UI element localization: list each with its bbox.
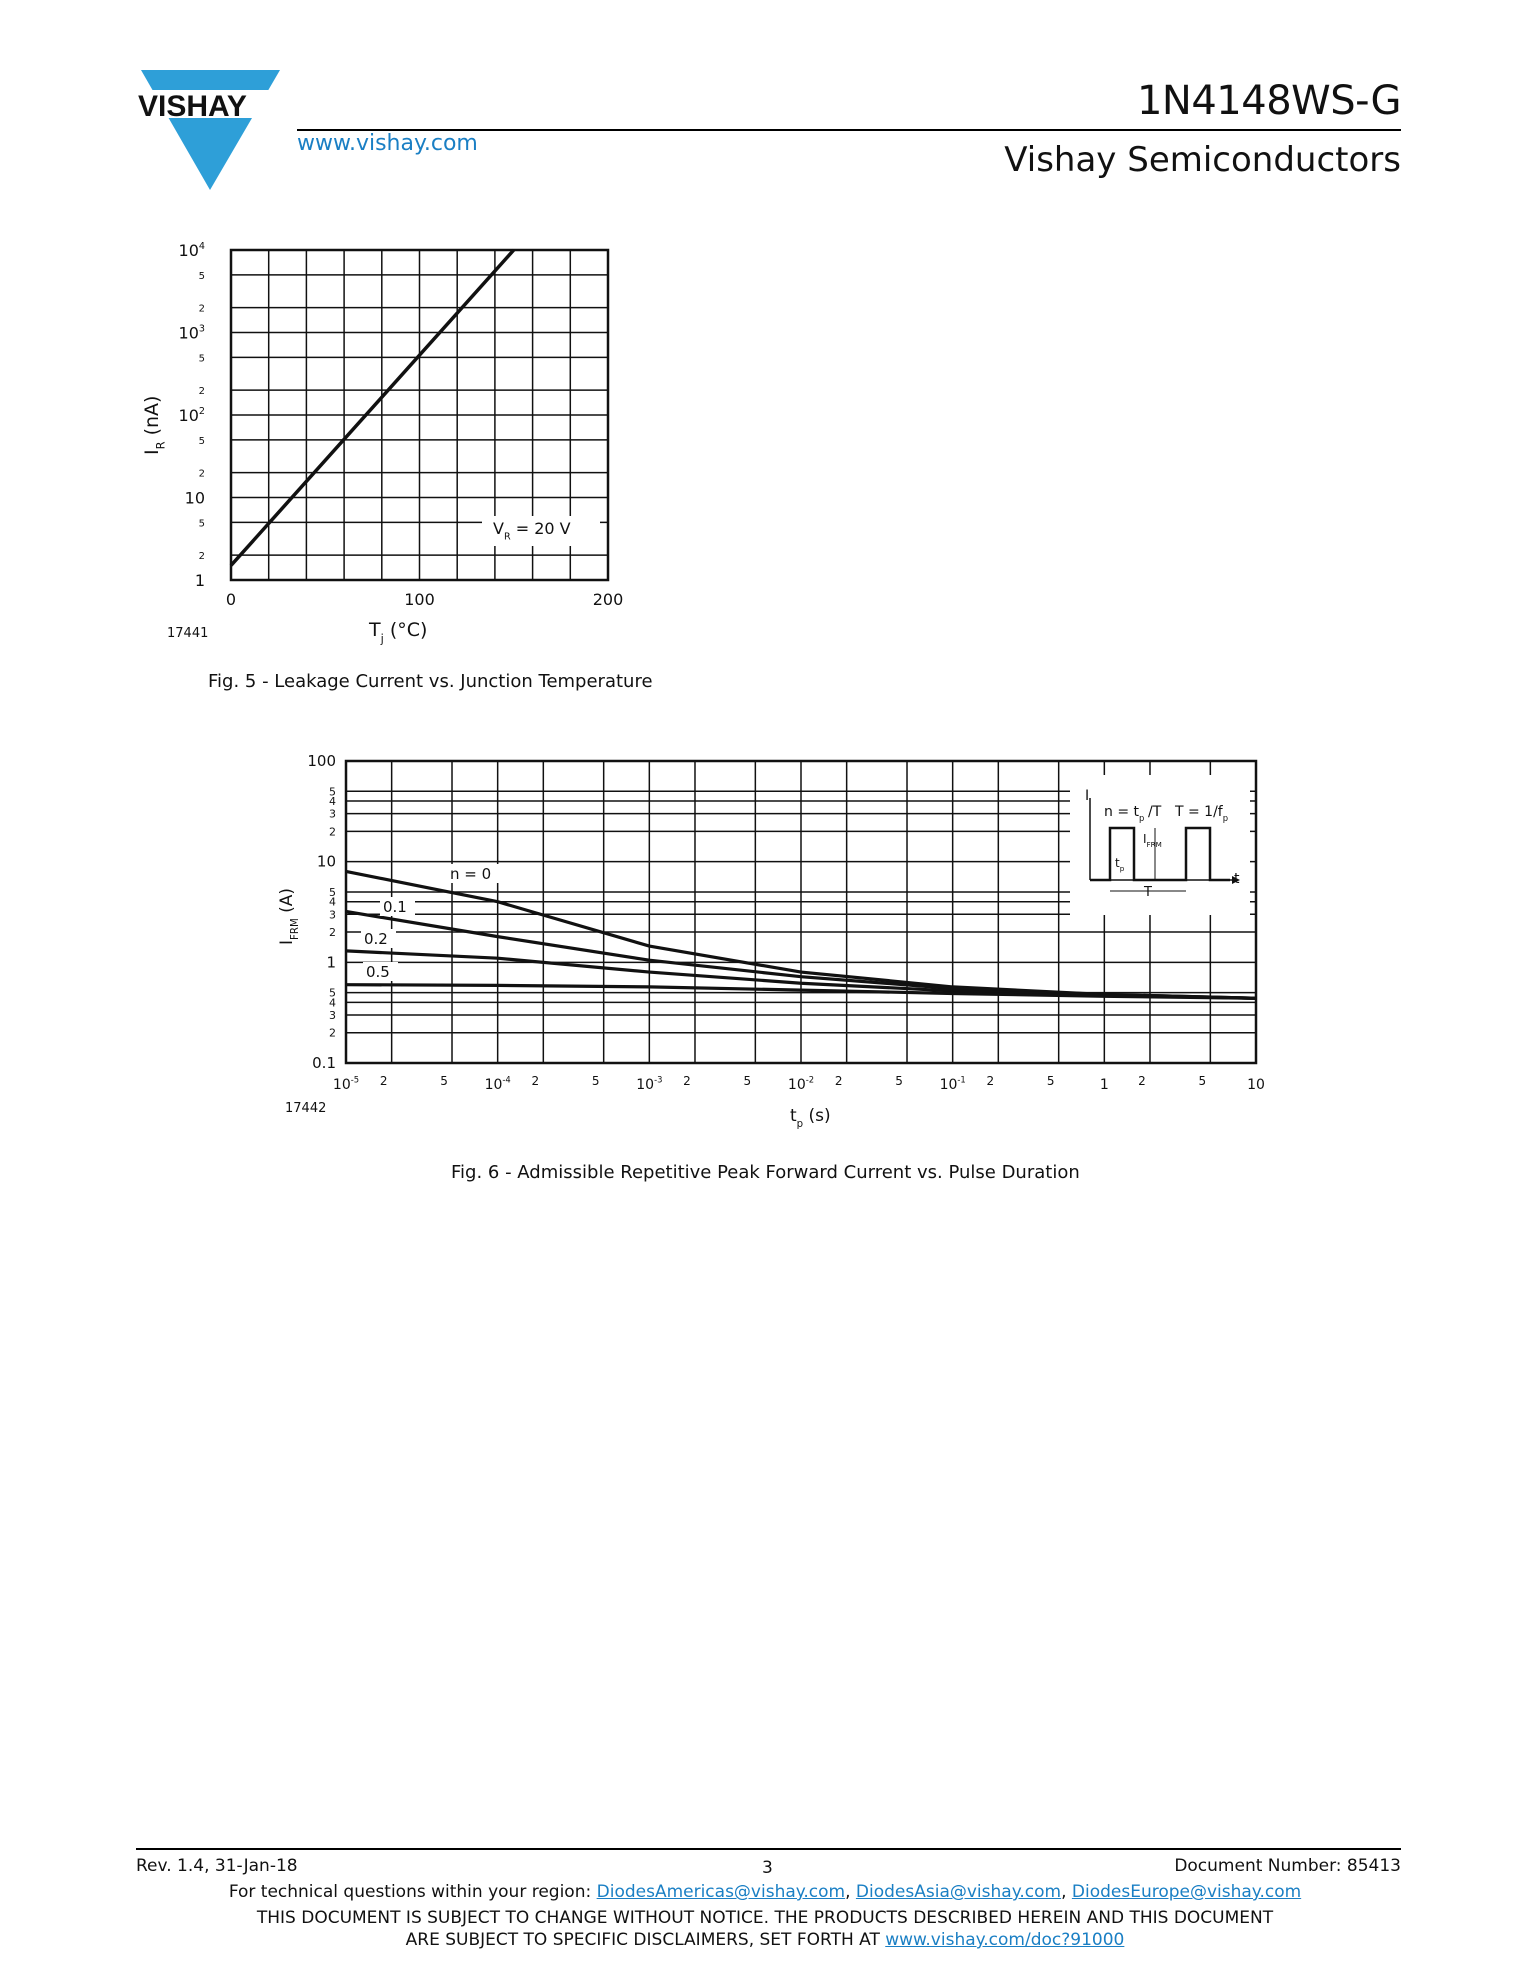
fig5-id: 17441: [167, 626, 209, 641]
fig6-inset-tp: $t_p$: [1115, 856, 1125, 874]
fig5-x-tick-label: 100: [404, 590, 435, 609]
fig6-y-minor-label: 3: [329, 908, 336, 922]
fig6-x-minor-label: 2: [834, 1074, 843, 1088]
fig6-inset-t-formula: $T = 1/f_p$: [1175, 804, 1229, 823]
fig5-y-tick-label: $10^2$: [178, 405, 205, 425]
fig6-series-label: 0.1: [383, 898, 407, 916]
fig6-x-tick-label: $10^{-3}$: [636, 1074, 663, 1093]
fig6-x-minor-label: 2: [379, 1074, 388, 1088]
fig6-x-minor-label: 2: [986, 1074, 995, 1088]
questions-line: [0, 1882, 1530, 1902]
disclaimer-prefix: ARE SUBJECT TO SPECIFIC DISCLAIMERS, SET FORTH AT: [405, 1930, 880, 1950]
fig6-y-minor-label: 2: [329, 926, 336, 940]
fig6-x-tick-label: $10^{-4}$: [484, 1074, 511, 1093]
fig5-x-tick-label: 0: [225, 590, 237, 609]
fig6-inset-n-formula: $n = t_p$: [1104, 804, 1145, 823]
fig5-series-line: [231, 250, 514, 565]
fig6-x-minor-label: 2: [683, 1074, 691, 1088]
part-number: 1N4148WS-G: [1136, 78, 1401, 124]
fig6-y-tick-label: 100: [307, 752, 336, 770]
fig6-y-minor-label: 3: [329, 807, 336, 821]
fig6-x-minor-label: 2: [531, 1074, 540, 1088]
fig6-x-axis-label: $t_p$ (s): [790, 1106, 831, 1130]
fig5-y-minor-label: 5: [198, 270, 205, 282]
fig6-y-minor-label: 5: [329, 785, 336, 799]
fig6-inset-t-axis: t: [1234, 871, 1240, 887]
fig5-caption: Fig. 5 - Leakage Current vs. Junction Temperature: [208, 671, 653, 692]
fig6-x-minor-label: 5: [440, 1074, 448, 1088]
fig6-id: 17442: [285, 1101, 327, 1116]
fig6-y-minor-label: 3: [329, 1008, 336, 1022]
fig5-y-tick-label: $10^4$: [178, 240, 205, 260]
fig5-y-minor-label: 5: [198, 518, 205, 530]
fig5-y-tick-label: 1: [194, 571, 205, 590]
disclaimer-line-1: THIS DOCUMENT IS SUBJECT TO CHANGE WITHOUT NOTICE. THE PRODUCTS DESCRIBED HEREIN AND THIS DOCUMENT: [256, 1908, 1274, 1928]
fig5-y-tick-label: 10: [184, 488, 205, 508]
fig6-x-tick-label: 1: [1099, 1077, 1109, 1093]
fig5-y-minor-label: 5: [198, 435, 205, 447]
disclaimer-link[interactable]: www.vishay.com/doc?91000: [885, 1930, 1125, 1950]
fig6-inset-i-label: I: [1085, 788, 1090, 804]
fig6-x-minor-label: 5: [591, 1074, 600, 1088]
questions-prefix: For technical questions within your region:: [228, 1882, 592, 1902]
email-americas[interactable]: DiodesAmericas@vishay.com: [596, 1882, 846, 1902]
email-sep-2: ,: [1061, 1882, 1067, 1902]
email-asia[interactable]: DiodesAsia@vishay.com: [855, 1882, 1062, 1902]
fig5-annotation: $V_R = 20$ V: [493, 519, 571, 543]
fig6-y-minor-label: 5: [329, 986, 336, 1000]
company-name: Vishay Semiconductors: [1004, 140, 1401, 180]
fig6-x-minor-label: 5: [1198, 1074, 1207, 1088]
fig6-series-label: 0.5: [366, 963, 390, 981]
fig6-y-minor-label: 4: [329, 996, 336, 1010]
footer-divider: [136, 1848, 1401, 1850]
fig6-x-minor-label: 2: [1138, 1074, 1146, 1088]
fig6-y-tick-label: 10: [316, 852, 336, 871]
fig6-inset-T-label: T: [1144, 885, 1152, 900]
fig6-y-minor-label: 2: [329, 1026, 336, 1040]
fig6-x-minor-label: 5: [895, 1074, 903, 1088]
website-link[interactable]: www.vishay.com: [297, 131, 478, 156]
fig6-y-axis-label: $I_{FRM}$ (A): [277, 887, 301, 945]
disclaimer-line-2: [0, 1930, 1530, 1950]
fig6-x-tick-label: $10^{-5}$: [332, 1074, 360, 1093]
logo-text: VISHAY: [138, 90, 247, 123]
fig6-y-minor-label: 5: [329, 885, 336, 899]
email-sep-1: ,: [845, 1882, 851, 1902]
fig6-x-minor-label: 5: [743, 1074, 752, 1088]
fig6-x-tick-label: 10: [1247, 1077, 1265, 1093]
fig6-caption: Fig. 6 - Admissible Repetitive Peak Forward Current vs. Pulse Duration: [451, 1162, 1080, 1183]
fig5-y-minor-label: 5: [198, 353, 205, 365]
page-number: 3: [762, 1858, 773, 1878]
fig6-y-minor-label: 4: [329, 795, 336, 809]
fig5-y-minor-label: 2: [198, 303, 205, 315]
fig5-y-tick-label: $10^3$: [178, 323, 205, 343]
fig6-x-tick-label: $10^{-2}$: [787, 1074, 815, 1093]
fig6-inset-n-formula-end: /T: [1148, 804, 1162, 820]
fig6-y-tick-label: 1: [326, 953, 336, 972]
fig6-x-tick-label: $10^{-1}$: [939, 1074, 966, 1093]
fig6-series-label: 0.2: [364, 930, 388, 948]
revision: Rev. 1.4, 31-Jan-18: [136, 1856, 298, 1876]
document-number: Document Number: 85413: [1174, 1856, 1401, 1876]
fig5-y-minor-label: 2: [198, 551, 205, 563]
email-europe[interactable]: DiodesEurope@vishay.com: [1071, 1882, 1302, 1902]
fig6-inset-ifrm: $I_{FRM}$: [1143, 832, 1162, 850]
fig5-x-axis-label: $T_j$ (°C): [369, 619, 428, 646]
fig6-x-minor-label: 5: [1046, 1074, 1055, 1088]
fig6-y-minor-label: 2: [329, 825, 336, 839]
fig5-y-axis-label: $I_R$ (nA): [141, 395, 168, 455]
fig5-y-minor-label: 2: [198, 386, 205, 398]
fig5-x-tick-label: 200: [592, 590, 624, 609]
fig6-y-tick-label: 0.1: [312, 1054, 336, 1072]
fig6-y-minor-label: 4: [329, 895, 336, 909]
fig5-y-minor-label: 2: [198, 468, 205, 480]
fig6-series-label: n = 0: [450, 865, 492, 883]
